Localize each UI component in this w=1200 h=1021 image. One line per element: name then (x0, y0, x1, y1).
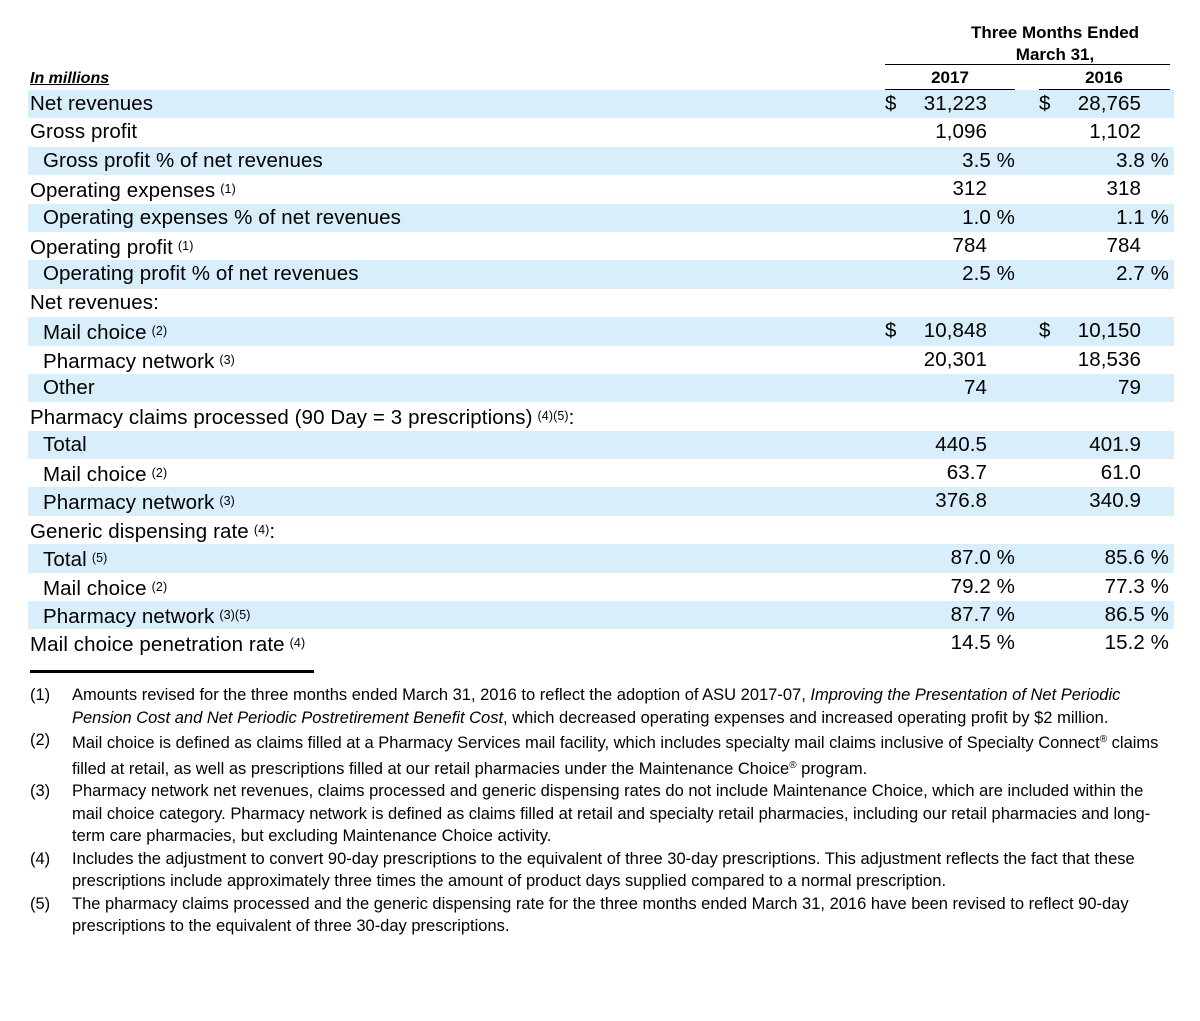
row-label (43, 346, 235, 376)
value-cell-2017 (885, 118, 1015, 146)
table-row (28, 459, 1174, 487)
row-label-text: Mail choice (43, 321, 147, 345)
value-cell-2016 (1039, 573, 1169, 601)
units-label: In millions (30, 70, 110, 87)
value-2016: 85.6 % (1104, 546, 1169, 570)
value-2017: 79.2 % (950, 574, 1015, 598)
footnote-4 (30, 848, 1170, 893)
table-row (28, 402, 1174, 430)
row-label (30, 516, 275, 546)
footnote-reference: (2) (151, 324, 168, 339)
value-cell-2016 (1039, 232, 1169, 260)
row-label (43, 317, 167, 347)
row-label (30, 118, 137, 146)
footnotes (30, 684, 1170, 938)
footnote-reference: (4) (289, 636, 306, 651)
footnote-3 (30, 780, 1170, 848)
footnote-reference: (3)(5) (219, 608, 251, 623)
value-cell-2017 (885, 431, 1015, 459)
value-cell-2017 (885, 544, 1015, 572)
row-label (43, 431, 87, 459)
footnote-text: Pharmacy network net revenues, claims processed and generic dispensing rates do not include Maintenance Choice, which are included within the mail choice category. Pharmacy network is defined as claims filled at retail and specialty retail pharmacies, including our retail pharmacies and long-term care pharmacies, but excluding Maintenance Choice activity. (72, 782, 1151, 845)
value-2016: 28,765 (1077, 92, 1141, 115)
footnote-number: (4) (30, 849, 51, 868)
row-label-text: Pharmacy claims processed (90 Day = 3 prescriptions) (30, 406, 533, 430)
footnote-text: , which decreased operating expenses and increased operating profit by $2 million. (503, 708, 1109, 727)
value-cell-2016 (1039, 601, 1169, 629)
table-row (28, 289, 1174, 317)
registered-mark: ® (789, 759, 797, 771)
value-cell-2017 (885, 374, 1015, 402)
footnote-reference: (2) (151, 466, 168, 481)
row-label (43, 601, 251, 631)
value-2017: 440.5 (935, 432, 987, 456)
value-2017: 87.7 % (950, 603, 1015, 627)
value-cell-2016 (1039, 175, 1169, 203)
row-label-text: Total (43, 548, 87, 572)
row-label-text: Mail choice (43, 576, 147, 600)
row-label (43, 204, 401, 232)
table-body (28, 90, 1174, 658)
row-label (43, 459, 167, 489)
row-label (30, 232, 193, 262)
row-label-text: Operating expenses % of net revenues (43, 205, 402, 229)
row-label (30, 402, 574, 432)
value-2017: 376.8 (935, 489, 987, 513)
row-label-text: Operating profit % of net revenues (43, 262, 359, 286)
value-cell-2017 (885, 346, 1015, 374)
value-2017: 31,223 (923, 92, 987, 115)
value-cell-2016 (1039, 431, 1169, 459)
value-2017: 1,096 (935, 120, 987, 144)
value-cell-2017 (885, 402, 1015, 430)
row-label-text: Pharmacy network (43, 491, 215, 515)
value-2017: 784 (952, 233, 987, 257)
value-2016: 1,102 (1089, 120, 1141, 144)
footnote-reference: (4) (253, 522, 270, 537)
value-cell-2017 (885, 175, 1015, 203)
currency-symbol: $ (885, 319, 897, 343)
value-cell-2016 (1039, 147, 1169, 175)
value-2017: 20,301 (923, 347, 987, 371)
value-cell-2016 (1039, 317, 1169, 345)
row-label-text: Operating expenses (30, 179, 216, 203)
value-2016: 318 (1106, 177, 1141, 201)
value-cell-2016 (1039, 346, 1169, 374)
footnote-number: (2) (30, 731, 51, 749)
row-label-text: Generic dispensing rate (30, 519, 249, 543)
value-cell-2017 (885, 516, 1015, 544)
row-label-text: Other (43, 375, 95, 399)
value-cell-2016 (1039, 544, 1169, 572)
footnote-reference: (5) (91, 551, 108, 566)
period-header-line1: Three Months Ended (970, 23, 1140, 42)
table-row (28, 516, 1174, 544)
value-2016: 15.2 % (1104, 631, 1169, 655)
row-label-text: Gross profit (30, 120, 138, 144)
footnote-text: Amounts revised for the three months ended March 31, 2016 to reflect the adoption of ASU 2017-07, (72, 686, 811, 704)
table-row (28, 147, 1174, 175)
table-row (28, 118, 1174, 146)
value-cell-2016 (1039, 204, 1169, 232)
value-cell-2016 (1039, 118, 1169, 146)
table-row (28, 204, 1174, 232)
value-2016: 1.1 % (1116, 205, 1169, 229)
value-cell-2017 (885, 601, 1015, 629)
row-label (43, 544, 107, 574)
row-label-suffix: : (568, 406, 575, 430)
row-label-text: Gross profit % of net revenues (43, 148, 323, 172)
currency-symbol: $ (885, 92, 897, 115)
footnote-number: (1) (30, 686, 51, 704)
value-2017: 87.0 % (950, 546, 1015, 570)
value-2017: 2.5 % (962, 262, 1015, 286)
value-cell-2016 (1039, 289, 1169, 317)
table-row (28, 431, 1174, 459)
row-label (43, 487, 235, 517)
footnote-2 (30, 729, 1170, 780)
table-row (28, 487, 1174, 515)
value-2017: 3.5 % (962, 148, 1015, 172)
value-cell-2016 (1039, 402, 1169, 430)
row-label (43, 374, 95, 402)
value-2016: 79 (1117, 375, 1141, 399)
value-2017: 312 (952, 177, 987, 201)
row-label (43, 573, 167, 603)
row-label-text: Mail choice (43, 463, 147, 487)
value-cell-2017 (885, 317, 1015, 345)
footnote-number: (5) (30, 894, 51, 913)
table-row (28, 629, 1174, 657)
value-2016: 77.3 % (1104, 574, 1169, 598)
table-row (28, 374, 1174, 402)
value-cell-2016 (1039, 459, 1169, 487)
row-label-text: Pharmacy network (43, 605, 215, 629)
value-2017: 1.0 % (962, 205, 1015, 229)
footnote-separator (30, 670, 314, 673)
table-row (28, 544, 1174, 572)
value-cell-2016 (1039, 260, 1169, 288)
value-cell-2016 (1039, 487, 1169, 515)
row-label-text: Total (43, 432, 87, 456)
table-row (28, 573, 1174, 601)
period-header-line2: March 31, (1015, 45, 1095, 64)
value-cell-2017 (885, 260, 1015, 288)
row-label-suffix: : (269, 519, 276, 543)
value-cell-2017 (885, 289, 1015, 317)
row-label-text: Mail choice penetration rate (30, 633, 285, 657)
value-cell-2017 (885, 459, 1015, 487)
row-label-text: Net revenues: (30, 290, 159, 314)
row-label (30, 175, 236, 205)
value-2016: 2.7 % (1116, 262, 1169, 286)
value-2016: 86.5 % (1104, 603, 1169, 627)
value-2016: 340.9 (1089, 489, 1141, 513)
row-label-text: Pharmacy network (43, 349, 215, 373)
value-cell-2017 (885, 90, 1015, 118)
row-label (43, 260, 359, 288)
footnote-italic-title: Improving the Presentation of Net Periodic Pension Cost and Net Periodic Postretirement Benefit Cost (72, 686, 1121, 727)
value-cell-2017 (885, 573, 1015, 601)
table-row (28, 175, 1174, 203)
column-header-2016: 2016 (1085, 68, 1123, 87)
value-2016: 18,536 (1077, 347, 1141, 371)
footnote-reference: (1) (177, 238, 194, 253)
value-cell-2016 (1039, 374, 1169, 402)
value-2016: 10,150 (1077, 319, 1141, 343)
footnote-reference: (3) (219, 352, 235, 367)
period-header-rule (885, 64, 1170, 65)
footnote-reference: (1) (220, 182, 236, 197)
row-label-text: Net revenues (30, 92, 154, 115)
value-cell-2017 (885, 232, 1015, 260)
row-label (30, 629, 305, 659)
value-2017: 74 (963, 375, 987, 399)
value-cell-2017 (885, 147, 1015, 175)
footnote-number: (3) (30, 782, 51, 800)
currency-symbol: $ (1039, 92, 1051, 115)
value-2017: 63.7 (946, 461, 987, 485)
column-header-2017: 2017 (931, 68, 969, 87)
value-cell-2016 (1039, 90, 1169, 118)
value-cell-2016 (1039, 516, 1169, 544)
footnote-reference: (4)(5) (537, 409, 569, 424)
table-row (28, 346, 1174, 374)
value-2016: 3.8 % (1116, 148, 1169, 172)
footnote-text: claims filled at retail, as well as prescriptions filled at our retail pharmacies under the Maintenance Choice (72, 734, 1159, 778)
footnote-5 (30, 893, 1170, 938)
registered-mark: ® (1099, 734, 1108, 745)
value-2016: 61.0 (1100, 461, 1141, 485)
value-cell-2017 (885, 487, 1015, 515)
row-label-text: Operating profit (30, 235, 173, 259)
footnote-text: program. (796, 759, 868, 778)
value-2016: 784 (1106, 233, 1141, 257)
value-2017: 14.5 % (950, 631, 1015, 655)
value-cell-2017 (885, 629, 1015, 657)
table-row (28, 90, 1174, 118)
footnote-text: Includes the adjustment to convert 90-day prescriptions to the equivalent of three 30-day prescriptions. This adjustment reflects the fact that these prescriptions include approximately three times the amount of product days supplied compared to a normal prescription. (72, 849, 1135, 890)
value-cell-2016 (1039, 629, 1169, 657)
value-2017: 10,848 (923, 319, 987, 343)
footnote-text: Mail choice is defined as claims filled at a Pharmacy Services mail facility, which includes specialty mail claims inclusive of Specialty Connect (72, 734, 1100, 752)
table-row (28, 260, 1174, 288)
table-row (28, 317, 1174, 345)
footnote-1 (30, 684, 1170, 729)
footnote-reference: (2) (151, 579, 168, 594)
row-label (43, 147, 323, 175)
row-label (30, 289, 159, 317)
value-2016: 401.9 (1089, 432, 1141, 456)
table-row (28, 232, 1174, 260)
currency-symbol: $ (1039, 319, 1051, 343)
value-cell-2017 (885, 204, 1015, 232)
period-header (912, 22, 1198, 66)
table-row (28, 601, 1174, 629)
footnote-text: The pharmacy claims processed and the generic dispensing rate for the three months ended March 31, 2016 have been revised to reflect 90-day prescriptions to the equivalent of three 30-day prescriptions. (72, 894, 1129, 935)
footnote-reference: (3) (219, 494, 235, 509)
row-label (30, 90, 153, 118)
